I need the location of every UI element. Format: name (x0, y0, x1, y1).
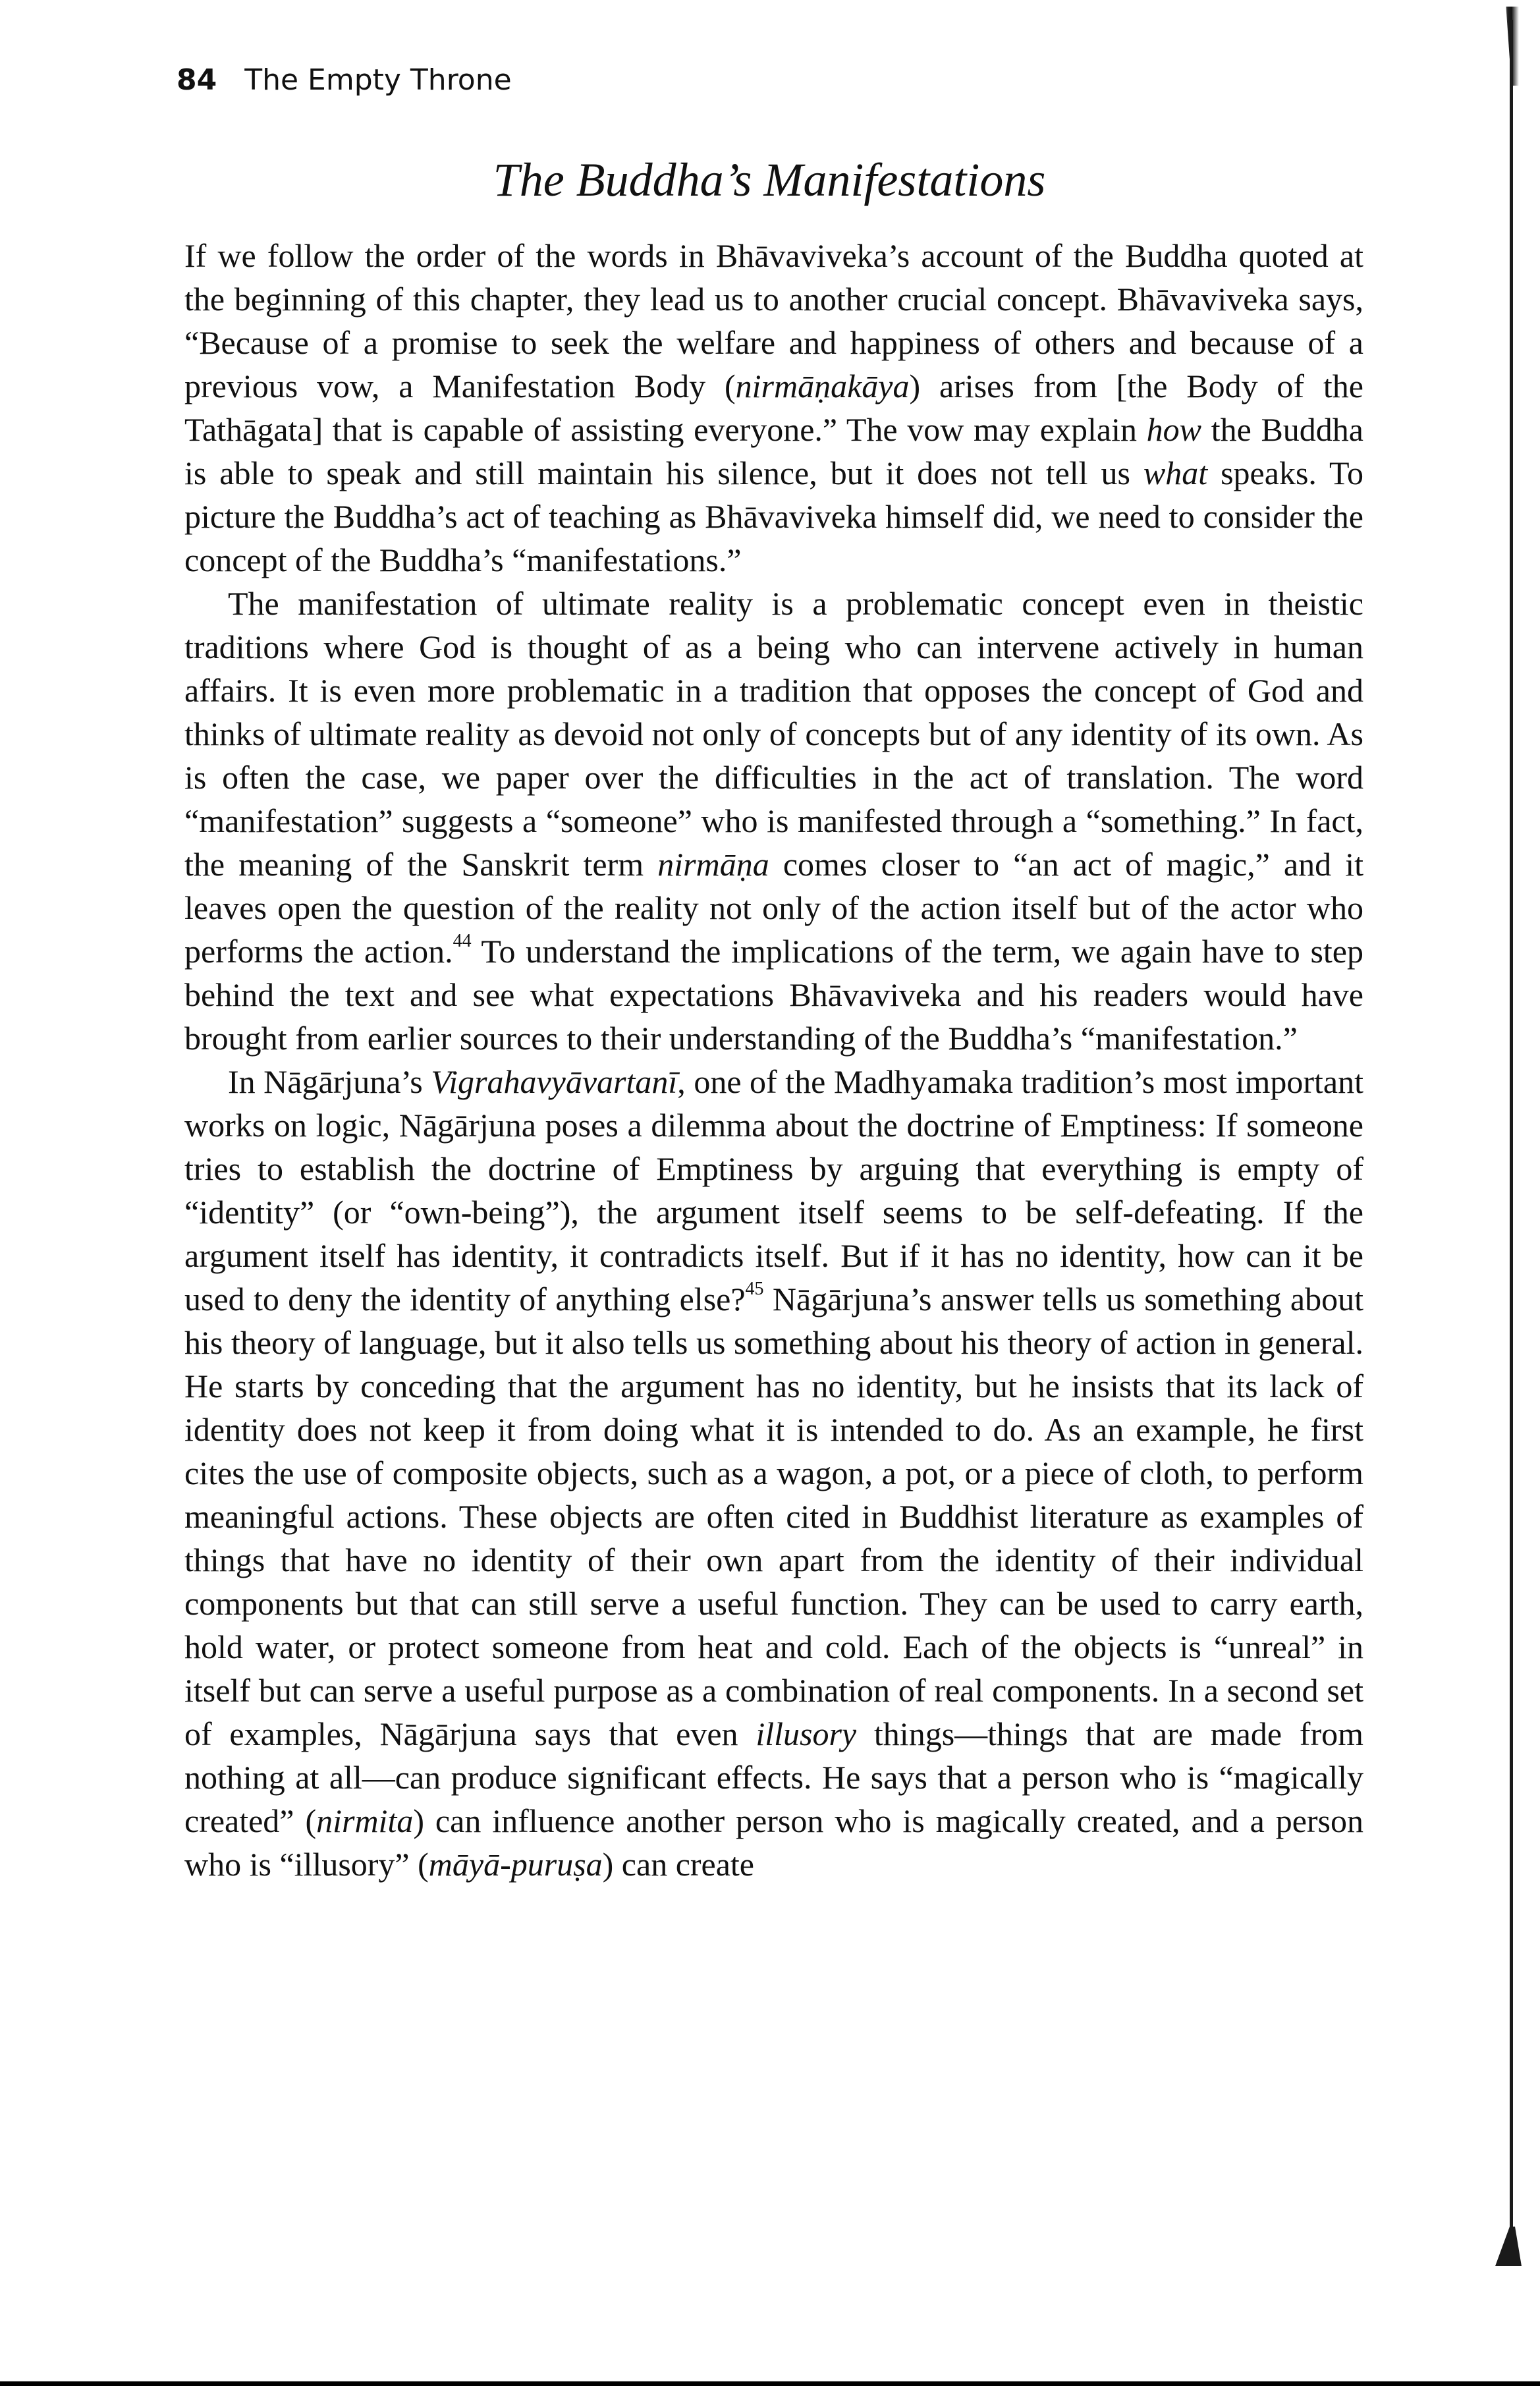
section-title: The Buddha’s Manifestations (493, 153, 1046, 206)
paragraph-1: If we follow the order of the words in Bhāvaviveka’s account of the Buddha quoted at the beginning of this chapter, they lead us to another crucial concept. Bhāvaviveka says, “Because of a promise to seek the welfare and happiness of others and because of a previous vow, a Manifestation Body (nirmāṇakāya) arises from [the Body of the Tathāgata] that is capable of assisting everyone.” The vow may explain how the Buddha is able to speak and still maintain his silence, but it does not tell us what speaks. To picture the Buddha’s act of teaching as Bhāvaviveka himself did, we need to consider the concept of the Buddha’s “manifestations.” (184, 237, 1363, 578)
paragraph-2: The manifestation of ultimate reality is a problematic concept even in theistic traditions where God is thought of as a being who can intervene actively in human affairs. It is even more problematic in a tradition that opposes the concept of God and thinks of ultimate reality as devoid not only of concepts but of any identity of its own. As is often the case, we paper over the difficulties in the act of translation. The word “manifestation” suggests a “someone” who is manifested through a “something.” In fact, the meaning of the Sanskrit term nirmāṇa comes closer to “an act of magic,” and it leaves open the question of the reality not only of the action itself but of the actor who performs the action.$^{44}$ To understand the implications of the term, we again have to step behind the text and see what expectations Bhāvaviveka and his readers would have brought from earlier sources to their understanding of the Buddha’s “manifestation.” (184, 585, 1363, 1057)
page-edge-shadow-bottom (1495, 2227, 1522, 2266)
paragraph-3: In Nāgārjuna’s Vigrahavyāvartanī, one of the Madhyamaka tradition’s most important works on logic, Nāgārjuna poses a dilemma about the doctrine of Emptiness: If someone tries to establish the doctrine of Emptiness by arguing that everything is empty of “identity” (or “own-being”), the argument itself seems to be self-defeating. If the argument itself has identity, it contradicts itself. But if it has no identity, how can it be used to deny the identity of anything else?$^{45}$ Nāgārjuna’s answer tells us something about his theory of language, but it also tells us something about his theory of action in general. He starts by conceding that the argument has no identity, but he insists that its lack of identity does not keep it from doing what it is intended to do. As an example, he first cites the use of composite objects, such as a wagon, a pot, or a piece of cloth, to perform meaningful actions. These objects are often cited in Buddhist literature as examples of things that have no identity of their own apart from the identity of their individual components but that can still serve a useful function. They can be used to carry earth, hold water, or protect someone from heat and cold. Each of the objects is “unreal” in itself but can serve a useful purpose as a combination of real components. In a second set of examples, Nāgārjuna says that even illusory things—things that are made from nothing at all—can produce significant effects. He says that a person who is “magically created” (nirmita) can influence another person who is magically created, and a person who is “illusory” (māyā-puruṣa) can create (184, 1063, 1363, 1883)
page-edge-line (1510, 20, 1513, 2253)
page-number: 84 (177, 63, 217, 97)
footnote-ref-45: 45 (745, 1279, 764, 1299)
running-header (177, 63, 512, 97)
scan-bottom-border (0, 2381, 1540, 2386)
body-text (184, 234, 1363, 1886)
footnote-ref-44: 44 (453, 931, 472, 951)
book-title: The Empty Throne (244, 63, 512, 97)
